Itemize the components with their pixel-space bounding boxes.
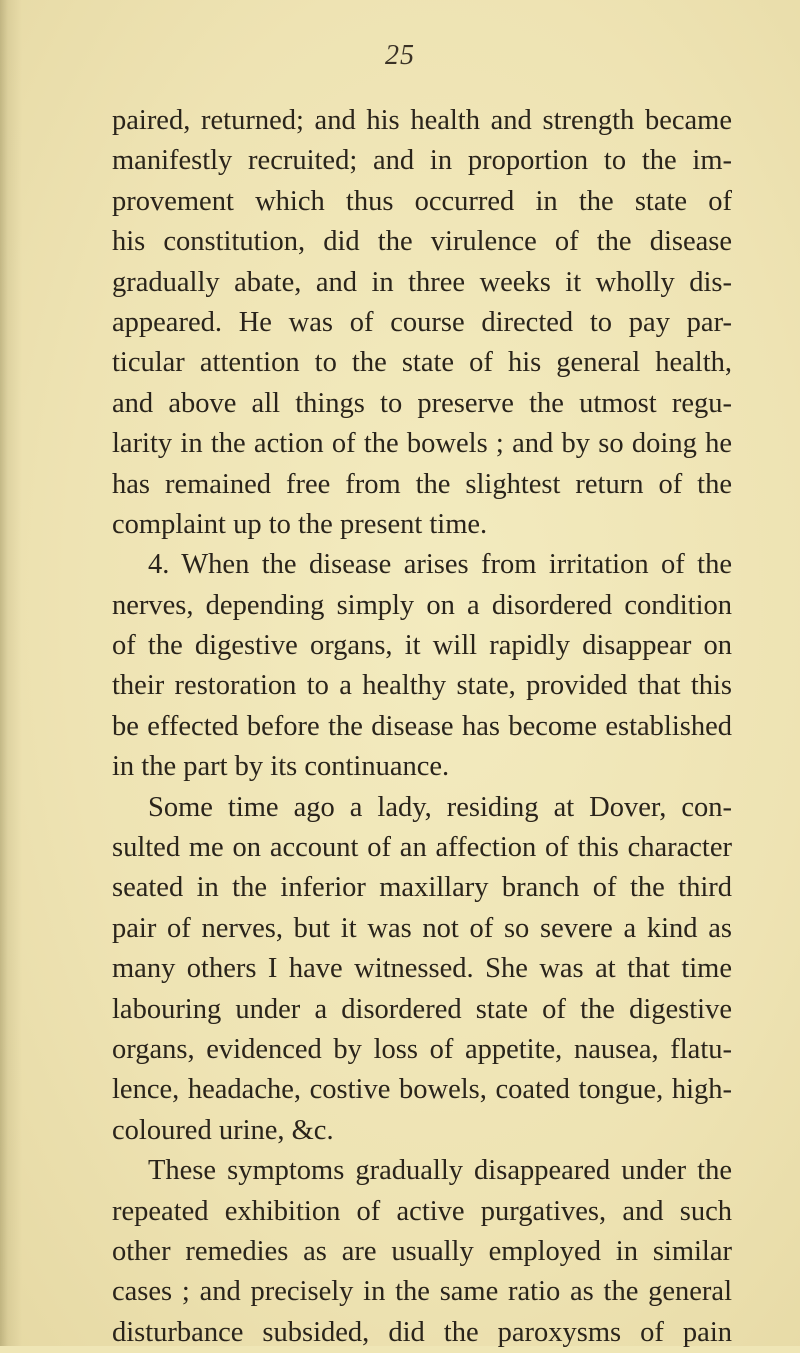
text-line: and above all things to preserve the utmost regu- [112,387,732,419]
page-number: 25 [385,40,415,71]
text-line: their restoration to a healthy state, provided that this [112,670,732,702]
body-text [112,101,732,1353]
text-line: coloured urine, &c. [112,1114,334,1146]
text-line: other remedies as are usually employed in similar [112,1235,732,1267]
text-line: be effected before the disease has become established [112,710,732,742]
text-line: appeared. He was of course directed to pay par- [112,306,732,338]
text-line: These symptoms gradually disappeared under the [148,1155,732,1187]
text-line: many others I have witnessed. She was at that time [112,953,732,985]
text-line: repeated exhibition of active purgatives, and such [112,1195,732,1227]
text-line: seated in the inferior maxillary branch of the third [112,872,732,904]
text-line: sulted me on account of an affection of this character [112,832,732,864]
text-line: labouring under a disordered state of the digestive [112,993,732,1025]
text-line: his constitution, did the virulence of the disease [112,226,732,258]
text-line: 4. When the disease arises from irritation of the [148,549,732,581]
text-line: paired, returned; and his health and strength became [112,105,732,136]
text-line: in the part by its continuance. [112,751,450,783]
text-line: gradually abate, and in three weeks it wholly dis- [112,266,732,298]
text-line: organs, evidenced by loss of appetite, nausea, flatu- [112,1033,732,1065]
text-line: disturbance subsided, did the paroxysms of pain [112,1316,732,1348]
text-line: larity in the action of the bowels ; and by so doing he [112,428,732,460]
text-line: manifestly recruited; and in proportion to the im- [112,145,732,177]
text-line: ticular attention to the state of his general health, [112,347,732,379]
text-line: pair of nerves, but it was not of so severe a kind as [112,912,732,944]
text-line: lence, headache, costive bowels, coated tongue, high- [112,1074,732,1106]
text-line: of the digestive organs, it will rapidly disappear on [112,630,732,662]
text-line: cases ; and precisely in the same ratio as the general [112,1276,732,1308]
text-line: provement which thus occurred in the state of [112,185,732,217]
text-line: nerves, depending simply on a disordered condition [112,589,732,621]
text-line: complaint up to the present time. [112,508,488,540]
text-line: Some time ago a lady, residing at Dover, con- [148,791,732,823]
text-line: has remained free from the slightest return of the [112,468,732,500]
